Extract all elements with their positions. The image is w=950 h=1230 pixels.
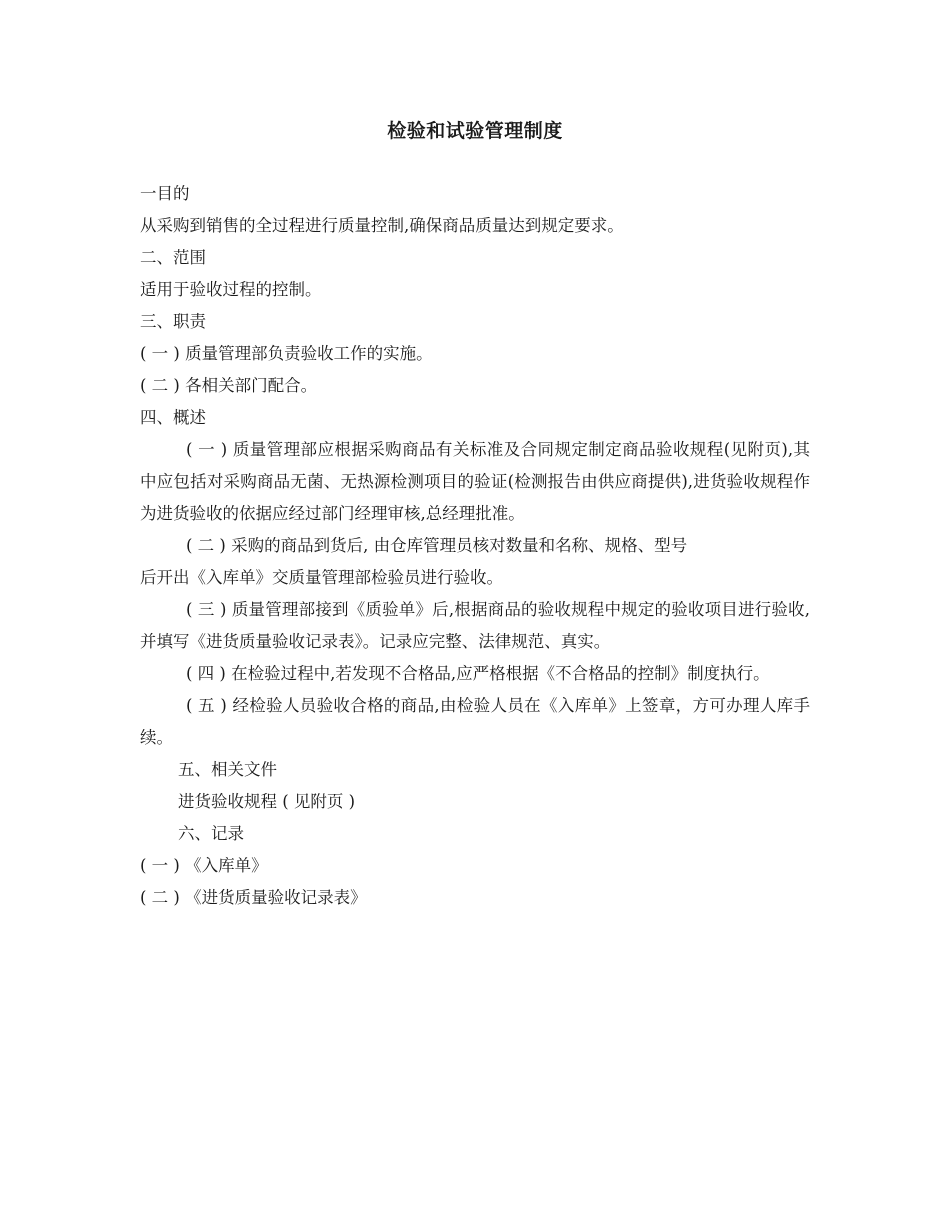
document-body <box>140 178 810 914</box>
section-4-paragraph-3: ( 三 ) 质量管理部接到《质验单》后,根据商品的验收规程中规定的验收项目进行验收,并填写《进货质量验收记录表》。记录应完整、法律规范、真实。 <box>140 600 810 651</box>
section-4-heading: 四、概述 <box>140 408 206 427</box>
section-2-heading: 二、范围 <box>140 248 206 267</box>
section-3-item-1: ( 一 ) 质量管理部负责验收工作的实施。 <box>140 344 433 363</box>
document-title: 检验和试验管理制度 <box>387 120 563 142</box>
section-1-heading: 一目的 <box>140 184 190 203</box>
section-4-paragraph-2-line-1: ( 二 ) 采购的商品到货后, 由仓库管理员核对数量和名称、规格、型号 <box>186 536 688 555</box>
section-5-heading: 五、相关文件 <box>178 760 277 779</box>
section-4-paragraph-1: ( 一 ) 质量管理部应根据采购商品有关标准及合同规定制定商品验收规程(见附页),其中应包括对采购商品无菌、无热源检测项目的验证(检测报告由供应商提供),进货验收规程作为进货验收的依据应经过部门经理审核,总经理批准。 <box>140 440 810 523</box>
section-6-item-1: ( 一 ) 《入库单》 <box>140 856 268 875</box>
section-4-paragraph-2-line-2: 后开出《入库单》交质量管理部检验员进行验收。 <box>140 568 503 587</box>
section-4-paragraph-4: ( 四 ) 在检验过程中,若发现不合格品,应严格根据《不合格品的控制》制度执行。 <box>186 664 770 683</box>
section-6-item-2: ( 二 ) 《进货质量验收记录表》 <box>140 888 367 907</box>
section-3-item-2: ( 二 ) 各相关部门配合。 <box>140 376 318 395</box>
section-2-text: 适用于验收过程的控制。 <box>140 280 322 299</box>
section-5-text: 进货验收规程 ( 见附页 ) <box>178 792 356 811</box>
section-1-text: 从采购到销售的全过程进行质量控制,确保商品质量达到规定要求。 <box>140 216 624 235</box>
section-3-heading: 三、职责 <box>140 312 206 331</box>
section-4-paragraph-5: ( 五 ) 经检验人员验收合格的商品,由检验人员在《入库单》上签章，方可办理人库手续。 <box>140 696 810 747</box>
section-6-heading: 六、记录 <box>178 824 244 843</box>
